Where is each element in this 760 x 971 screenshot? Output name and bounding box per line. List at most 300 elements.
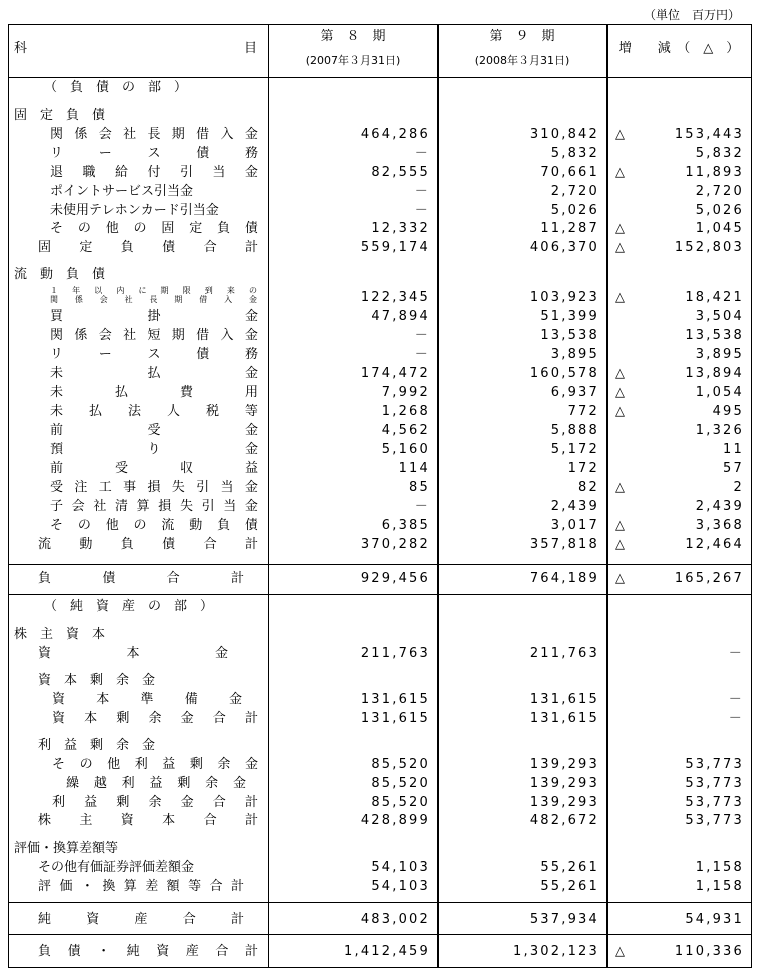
row-label — [50, 328, 258, 344]
value-period-8: 54,103 — [371, 879, 430, 894]
row-label: （ 負 債 の 部 ） — [44, 80, 188, 95]
label-char: 本 — [162, 813, 176, 828]
value-period-8: 483,002 — [360, 912, 430, 927]
value-period-8: － — [414, 499, 430, 514]
label-char: ー — [98, 347, 112, 362]
label-char: 損 — [158, 499, 172, 514]
row-label — [50, 286, 258, 295]
label-char: 負 — [120, 537, 134, 552]
row-label — [38, 240, 258, 256]
value-period-9: 1,302,123 — [513, 944, 599, 959]
label-char: 負 — [120, 240, 134, 255]
label-char: 社 — [123, 328, 137, 343]
row-label — [52, 692, 242, 708]
row-label — [50, 461, 258, 477]
label-char: 計 — [244, 240, 258, 255]
label-char: 剰 — [177, 776, 191, 791]
value-period-8: 211,763 — [360, 646, 430, 661]
label-char: 定 — [189, 221, 203, 236]
label-char: 合 — [203, 240, 217, 255]
row-label — [38, 944, 258, 960]
value-change: 110,336 — [674, 944, 744, 959]
value-period-9: 160,578 — [529, 366, 599, 381]
value-change: 53,773 — [685, 813, 744, 828]
label-char: 金 — [244, 309, 258, 324]
label-char: の — [77, 221, 91, 236]
label-char: 剰 — [116, 795, 130, 810]
row-label — [50, 221, 258, 237]
label-char: 額 — [166, 879, 180, 894]
label-char: 他 — [105, 518, 119, 533]
section-divider — [8, 934, 752, 935]
value-change: 57 — [723, 461, 744, 476]
label-char: 産 — [185, 944, 199, 959]
label-char: 合 — [203, 537, 217, 552]
row-label — [50, 366, 258, 382]
decrease-triangle-icon: △ — [615, 537, 625, 552]
unit-label: （単位 百万円） — [643, 8, 740, 22]
label-char: 買 — [50, 309, 64, 324]
label-char: 動 — [189, 518, 203, 533]
value-period-9: 139,293 — [529, 776, 599, 791]
label-char: 合 — [182, 912, 196, 927]
row-label — [50, 499, 258, 515]
label-char: に — [138, 286, 148, 295]
label-char: 事 — [123, 480, 137, 495]
label-char: 債 — [244, 518, 258, 533]
label-char: 前 — [50, 461, 64, 476]
label-char: 計 — [244, 795, 258, 810]
label-char: 長 — [149, 295, 159, 304]
value-period-9: 11,287 — [540, 221, 599, 236]
row-label: その他有価証券評価差額金 — [38, 860, 195, 875]
label-char: 受 — [114, 461, 128, 476]
value-period-8: 5,160 — [381, 442, 430, 457]
label-char: 以 — [94, 286, 104, 295]
label-char: 資 — [52, 692, 66, 707]
label-char: 他 — [107, 757, 121, 772]
value-period-8: 12,332 — [371, 221, 430, 236]
label-char: 金 — [244, 328, 258, 343]
label-char: 負 — [38, 571, 52, 586]
decrease-triangle-icon: △ — [615, 480, 625, 495]
label-char: 入 — [220, 328, 234, 343]
label-char: 係 — [74, 328, 88, 343]
value-period-8: － — [414, 347, 430, 362]
value-period-9: 772 — [567, 404, 599, 419]
label-char: 金 — [244, 499, 258, 514]
value-period-8: 428,899 — [360, 813, 430, 828]
label-char: 借 — [199, 295, 209, 304]
label-char: 評 — [38, 879, 52, 894]
label-char: 金 — [244, 442, 258, 457]
label-char: 務 — [244, 347, 258, 362]
label-char: 益 — [84, 795, 98, 810]
value-period-8: 174,472 — [360, 366, 430, 381]
row-label — [38, 813, 258, 829]
label-char: 清 — [114, 499, 128, 514]
value-period-9: 310,842 — [529, 127, 599, 142]
value-period-9: 5,832 — [550, 146, 599, 161]
row-label: 未使用テレホンカード引当金 — [50, 203, 219, 218]
label-char: 産 — [134, 912, 148, 927]
label-char: 工 — [98, 480, 112, 495]
label-char: 負 — [217, 518, 231, 533]
label-char: 債 — [67, 944, 81, 959]
label-char: 本 — [96, 692, 110, 707]
label-char: 益 — [244, 461, 258, 476]
row-label — [66, 776, 246, 792]
label-char: 付 — [147, 165, 161, 180]
label-char: 合 — [215, 944, 229, 959]
label-char: 債 — [244, 221, 258, 236]
label-char: 価 — [59, 879, 73, 894]
label-char: 退 — [50, 165, 64, 180]
label-char: 金 — [244, 423, 258, 438]
value-change: 53,773 — [685, 757, 744, 772]
value-period-9: 764,189 — [529, 571, 599, 586]
value-change: 12,464 — [685, 537, 744, 552]
label-char: 金 — [232, 776, 246, 791]
label-char: 等 — [244, 404, 258, 419]
value-period-8: 370,282 — [360, 537, 430, 552]
label-char: 余 — [148, 711, 162, 726]
value-period-8: 1,268 — [381, 404, 430, 419]
label-char: 余 — [148, 795, 162, 810]
value-change: 5,026 — [695, 203, 744, 218]
label-char: 払 — [147, 366, 161, 381]
value-period-8: 7,992 — [381, 385, 430, 400]
value-change: 11,893 — [685, 165, 744, 180]
row-label: 評価・換算差額等 — [14, 841, 119, 856]
value-period-9: 70,661 — [540, 165, 599, 180]
row-label: 利 益 剰 余 金 — [38, 738, 156, 753]
label-char: 入 — [220, 127, 234, 142]
label-char: 繰 — [66, 776, 80, 791]
row-label — [50, 442, 258, 458]
label-char: 合 — [212, 795, 226, 810]
label-char: 他 — [105, 221, 119, 236]
value-change: － — [728, 692, 744, 707]
label-char: 金 — [244, 165, 258, 180]
label-char: 期 — [171, 328, 185, 343]
header-divider — [8, 77, 752, 78]
label-char: 収 — [179, 461, 193, 476]
label-char: 関 — [50, 295, 59, 304]
header-period-8: 第 ８ 期 — [320, 29, 386, 44]
value-period-9: 3,895 — [550, 347, 599, 362]
decrease-triangle-icon: △ — [615, 385, 625, 400]
label-char: 本 — [84, 711, 98, 726]
row-label — [52, 757, 258, 773]
label-char: 算 — [136, 499, 150, 514]
value-period-8: 114 — [398, 461, 430, 476]
row-label: ポイントサービス引当金 — [50, 184, 194, 199]
value-period-8: 559,174 — [360, 240, 430, 255]
value-change: 2,720 — [695, 184, 744, 199]
value-period-9: 6,937 — [550, 385, 599, 400]
value-period-8: － — [414, 328, 430, 343]
label-char: 計 — [244, 813, 258, 828]
value-change: 3,895 — [695, 347, 744, 362]
value-period-9: 357,818 — [529, 537, 599, 552]
label-char: 税 — [205, 404, 219, 419]
decrease-triangle-icon: △ — [615, 165, 625, 180]
label-char: 計 — [244, 537, 258, 552]
row-label — [38, 646, 228, 662]
row-label — [38, 879, 244, 895]
label-char: 債 — [162, 537, 176, 552]
label-char: 会 — [99, 295, 109, 304]
label-char: 計 — [230, 571, 244, 586]
label-char: 金 — [214, 646, 228, 661]
value-change: 1,054 — [695, 385, 744, 400]
label-char: リ — [50, 347, 64, 362]
label-char: 短 — [147, 328, 161, 343]
label-char: 純 — [126, 944, 140, 959]
section-divider — [8, 902, 752, 903]
label-char: 社 — [123, 127, 137, 142]
row-label: 固 定 負 債 — [14, 108, 106, 123]
value-change: 5,832 — [695, 146, 744, 161]
label-char: 金 — [244, 757, 258, 772]
label-char: 金 — [244, 480, 258, 495]
label-char: の — [77, 518, 91, 533]
label-char: 入 — [224, 295, 234, 304]
row-label — [50, 423, 258, 439]
row-label: 流 動 負 債 — [14, 267, 106, 282]
label-char: 益 — [149, 776, 163, 791]
value-period-9: 5,172 — [550, 442, 599, 457]
label-char: 利 — [52, 795, 66, 810]
value-period-9: 55,261 — [540, 860, 599, 875]
label-char: 等 — [188, 879, 202, 894]
value-change: 3,368 — [695, 518, 744, 533]
label-char: 資 — [52, 711, 66, 726]
value-period-8: 85,520 — [371, 795, 430, 810]
value-period-9: 406,370 — [529, 240, 599, 255]
label-char: 益 — [162, 757, 176, 772]
decrease-triangle-icon: △ — [615, 366, 625, 381]
value-change: 153,443 — [674, 127, 744, 142]
label-char: 社 — [93, 499, 107, 514]
value-change: 1,326 — [695, 423, 744, 438]
value-change: 18,421 — [685, 290, 744, 305]
label-char: 資 — [38, 646, 52, 661]
value-period-9: 13,538 — [540, 328, 599, 343]
label-char: 損 — [147, 480, 161, 495]
section-divider — [8, 564, 752, 565]
label-char: 借 — [196, 328, 210, 343]
column-divider — [268, 24, 269, 968]
label-char: 前 — [50, 423, 64, 438]
label-char: 計 — [230, 879, 244, 894]
label-char: 準 — [140, 692, 154, 707]
label-char: 債 — [102, 571, 116, 586]
label-char: 年 — [72, 286, 82, 295]
label-char: 注 — [74, 480, 88, 495]
value-period-9: 211,763 — [529, 646, 599, 661]
label-char: 未 — [50, 366, 64, 381]
value-change: 11 — [723, 442, 744, 457]
label-char: 関 — [50, 328, 64, 343]
value-period-9: 82 — [578, 480, 599, 495]
label-char: 人 — [166, 404, 180, 419]
label-char: 金 — [244, 127, 258, 142]
label-char: 計 — [244, 944, 258, 959]
label-char: 係 — [74, 127, 88, 142]
balance-sheet-table — [8, 24, 752, 968]
header-period-9-date: (2008年３月31日) — [474, 54, 570, 67]
label-char: 利 — [134, 757, 148, 772]
label-char: １ — [50, 286, 59, 295]
row-label — [50, 347, 258, 363]
value-period-8: － — [414, 146, 430, 161]
value-period-8: － — [414, 203, 430, 218]
decrease-triangle-icon: △ — [615, 571, 625, 586]
label-char: 受 — [147, 423, 161, 438]
label-char: 給 — [114, 165, 128, 180]
label-char: の — [248, 286, 258, 295]
value-period-9: 537,934 — [529, 912, 599, 927]
value-change: 53,773 — [685, 795, 744, 810]
label-char: そ — [50, 518, 64, 533]
row-label — [52, 711, 258, 727]
label-char: 合 — [203, 813, 217, 828]
label-char: の — [133, 518, 147, 533]
value-period-9: 172 — [567, 461, 599, 476]
value-period-8: 85 — [409, 480, 430, 495]
label-char: 余 — [217, 757, 231, 772]
label-char: 流 — [161, 518, 175, 533]
label-char: 備 — [184, 692, 198, 707]
header-period-8-date: (2007年３月31日) — [305, 54, 401, 67]
label-char: 当 — [223, 499, 237, 514]
label-char: 来 — [226, 286, 236, 295]
label-char: 越 — [93, 776, 107, 791]
label-char: 期 — [160, 286, 170, 295]
value-period-8: 85,520 — [371, 757, 430, 772]
label-char: 合 — [212, 711, 226, 726]
label-char: 算 — [123, 879, 137, 894]
value-period-9: 55,261 — [540, 879, 599, 894]
value-period-9: 103,923 — [529, 290, 599, 305]
value-change: 495 — [712, 404, 744, 419]
label-char: 係 — [74, 295, 84, 304]
label-char: 債 — [162, 240, 176, 255]
decrease-triangle-icon: △ — [615, 221, 625, 236]
value-period-9: 5,026 — [550, 203, 599, 218]
label-char: 払 — [114, 385, 128, 400]
label-char: 剰 — [189, 757, 203, 772]
row-label — [50, 385, 258, 401]
label-char: 金 — [180, 711, 194, 726]
label-char: 内 — [116, 286, 126, 295]
label-char: 流 — [38, 537, 52, 552]
value-change: 3,504 — [695, 309, 744, 324]
value-period-8: 131,615 — [360, 711, 430, 726]
value-period-8: 82,555 — [371, 165, 430, 180]
value-period-8: 131,615 — [360, 692, 430, 707]
label-char: 務 — [244, 146, 258, 161]
value-change: 1,158 — [695, 860, 744, 875]
value-period-8: 85,520 — [371, 776, 430, 791]
value-change: 54,931 — [685, 912, 744, 927]
label-char: 金 — [180, 795, 194, 810]
header-subject-left: 科 — [14, 41, 28, 56]
label-char: 未 — [50, 385, 64, 400]
label-char: 失 — [171, 480, 185, 495]
row-label: （ 純 資 産 の 部 ） — [44, 599, 214, 614]
header-subject-right: 目 — [244, 41, 258, 56]
value-period-9: 131,615 — [529, 711, 599, 726]
label-char: ・ — [97, 944, 111, 959]
value-period-8: 1,412,459 — [344, 944, 430, 959]
label-char: 負 — [217, 221, 231, 236]
label-char: 合 — [166, 571, 180, 586]
row-label — [50, 146, 258, 162]
value-period-9: 3,017 — [550, 518, 599, 533]
label-char: 失 — [179, 499, 193, 514]
label-char: 固 — [38, 240, 52, 255]
label-char: の — [133, 221, 147, 236]
label-char: り — [147, 442, 161, 457]
decrease-triangle-icon: △ — [615, 944, 625, 959]
row-label — [50, 309, 258, 325]
label-char: 金 — [228, 692, 242, 707]
label-char: 剰 — [116, 711, 130, 726]
label-char: 会 — [71, 499, 85, 514]
label-char: 固 — [161, 221, 175, 236]
label-char: 受 — [50, 480, 64, 495]
label-char: 関 — [50, 127, 64, 142]
label-char: 未 — [50, 404, 64, 419]
value-change: － — [728, 646, 744, 661]
label-char: 換 — [102, 879, 116, 894]
label-char: 費 — [179, 385, 193, 400]
label-char: 限 — [182, 286, 192, 295]
row-label — [52, 795, 258, 811]
label-char: そ — [50, 221, 64, 236]
value-change: 13,538 — [685, 328, 744, 343]
label-char: 引 — [196, 480, 210, 495]
label-char: 預 — [50, 442, 64, 457]
value-change: 53,773 — [685, 776, 744, 791]
value-period-9: 2,720 — [550, 184, 599, 199]
value-period-8: 929,456 — [360, 571, 430, 586]
label-char: 債 — [196, 347, 210, 362]
label-char: 計 — [244, 711, 258, 726]
label-char: 定 — [79, 240, 93, 255]
label-char: 負 — [38, 944, 52, 959]
label-char: 掛 — [147, 309, 161, 324]
decrease-triangle-icon: △ — [615, 127, 625, 142]
decrease-triangle-icon: △ — [615, 240, 625, 255]
label-char: 払 — [88, 404, 102, 419]
label-char: ス — [147, 347, 161, 362]
value-change: － — [728, 711, 744, 726]
label-char: 当 — [212, 165, 226, 180]
value-change: 1,045 — [695, 221, 744, 236]
row-label — [50, 404, 258, 420]
label-char: 到 — [204, 286, 214, 295]
value-change: 13,894 — [685, 366, 744, 381]
label-char: 合 — [209, 879, 223, 894]
row-label-line2 — [50, 295, 258, 304]
label-char: 長 — [147, 127, 161, 142]
label-char: 期 — [174, 295, 184, 304]
label-char: 引 — [179, 165, 193, 180]
